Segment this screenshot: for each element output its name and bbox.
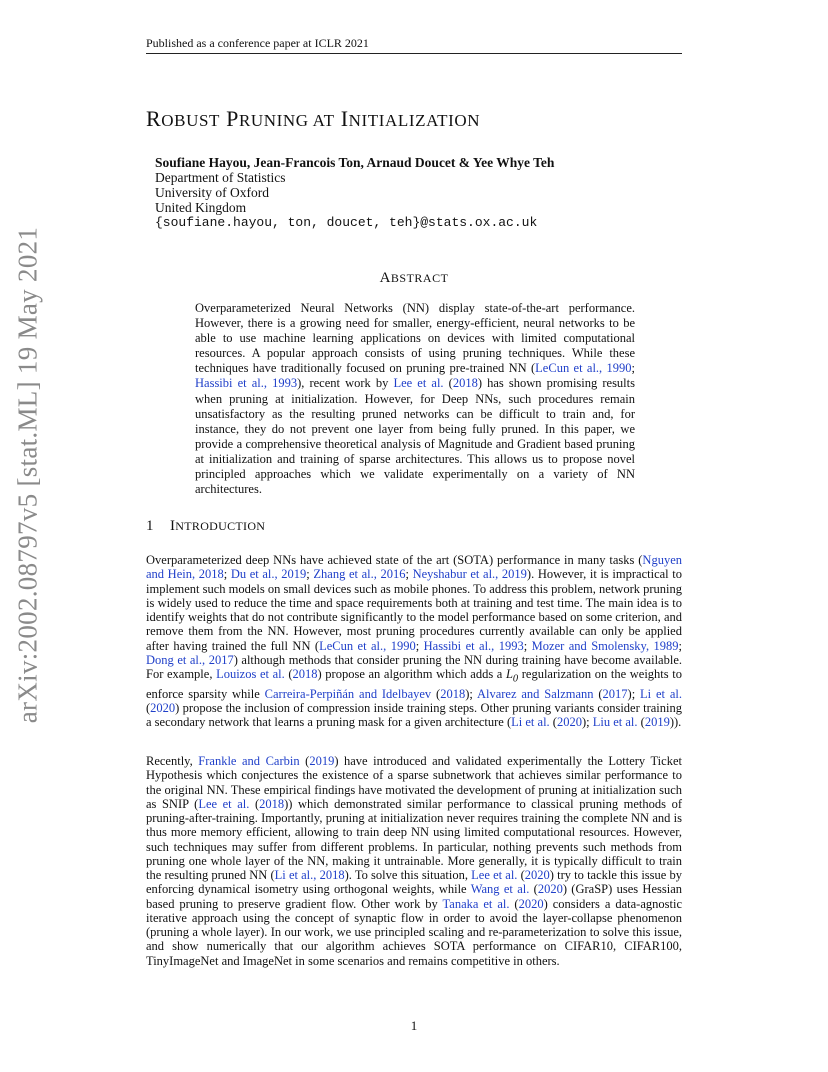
citation-link[interactable]: 2018 — [452, 376, 478, 391]
abstract-text-run: ), recent work by — [297, 376, 394, 391]
section-heading-rest: NTRODUCTION — [175, 519, 266, 533]
text-run: ). However, it is impractical to implement such models on small devices such as mobile phones. To address this problem, network pruning is widely used to reduce the time and space requirements both at training and test time. The main idea is to identify weights that do not contribute significantly to the model performance based on some criterion, and remove them from the NN. However, most pruning procedures currently available can only be applied after having trained the full NN ( — [146, 567, 682, 653]
separator: ; — [678, 638, 683, 653]
citation-link[interactable]: 2020 — [518, 896, 544, 911]
text-run: ( — [249, 796, 260, 811]
section-heading-introduction — [146, 518, 682, 535]
math-l0 — [505, 667, 519, 685]
citation-link[interactable]: Liu et al. — [592, 715, 638, 730]
abstract-text-run: ) has shown promising results when pruning at initialization. However, for Deep NNs, such procedures remain unsatisfactory as the resulting pruned networks can be difficult to train and, for instance, they do not prevent one layer from being fully pruned. In this paper, we provide a comprehensive theoretical analysis of Magnitude and Gradient based pruning at initialization and training of sparse architectures. This allows us to propose novel principled approaches which we validate experimentally on a variety of NN architectures. — [195, 376, 635, 497]
abstract-heading-rest: BSTRACT — [390, 271, 449, 285]
separator: ; — [223, 567, 231, 582]
arxiv-identifier: arXiv:2002.08797v5 [stat.ML] 19 May 2021 — [12, 226, 43, 724]
citation-link[interactable]: LeCun et al., 1990 — [319, 638, 416, 653]
text-run: Recently, — [146, 754, 199, 768]
text-run: ) which demonstrated similar performance to classical pruning methods of pruning-after-training. Importantly, pruning at initialization never requires training the complete NN and is thus more memory efficient, allowing to train deep NN using limited computational resources. However, such techniques may suffer from different problems. In particular, nothing prevents such methods from pruning one whole layer of the NN, making it untrainable. More generally, it is typically difficult to train the resulting pruned NN ( — [146, 796, 682, 882]
citation-link[interactable]: Lee et al. — [198, 796, 250, 811]
citation-link[interactable]: 2020 — [556, 715, 582, 730]
citation-link[interactable]: Alvarez and Salzmann — [476, 686, 594, 701]
citation-link[interactable]: Tanaka et al. — [442, 896, 510, 911]
text-run: )). — [669, 715, 682, 730]
citation-link[interactable]: Louizos et al. — [216, 667, 285, 681]
citation-link[interactable]: Du et al., 2019 — [230, 567, 307, 582]
citation-link[interactable]: Frankle and Carbin — [198, 754, 300, 768]
text-run: ) propose the inclusion of compression inside training steps. Other pruning variants consider training a secondary network that learns a pruning mask for a given architecture ( — [146, 701, 682, 730]
citation-link[interactable]: Nguyen and Hein, 2018 — [146, 553, 682, 582]
abstract-text-run: ( — [443, 376, 453, 391]
author-block — [155, 155, 655, 230]
citation-link[interactable]: Carreira-Perpiñán and Idelbayev — [264, 686, 432, 701]
header-rule — [146, 53, 682, 54]
title-cap: R — [146, 106, 162, 131]
text-run: ) have introduced and validated experimentally the Lottery Ticket Hypothesis which conjectures the existence of a sparse subnetwork that achieves similar performance to the original NN. These empirical findings have motivated the development of pruning at initialization such as SNIP ( — [146, 754, 682, 811]
author-names: Soufiane Hayou, Jean-Francois Ton, Arnaud Doucet & Yee Whye Teh — [155, 155, 555, 170]
text-run: ) although methods that consider pruning the NN during training have become available. For example, — [146, 652, 682, 681]
text-run: ); — [465, 686, 477, 701]
title-rest: RUNING AT — [238, 111, 335, 130]
text-run: ) propose an algorithm which adds a — [317, 667, 506, 681]
citation-link[interactable]: 2018 — [440, 686, 466, 701]
title-cap: I — [340, 106, 349, 131]
text-run: regularization on the weights to enforce sparsity while — [146, 667, 682, 701]
math-subscript: 0 — [512, 673, 519, 685]
intro-paragraph-2 — [146, 754, 682, 968]
section-heading-cap: I — [170, 518, 176, 534]
citation-link[interactable]: Neyshabur et al., 2019 — [412, 567, 527, 582]
citation-link[interactable]: Wang et al. — [470, 882, 530, 897]
text-run: ( — [284, 667, 293, 681]
abstract-heading-cap: A — [379, 270, 391, 286]
author-department: Department of Statistics — [155, 170, 286, 185]
citation-link[interactable]: LeCun et al., 1990 — [535, 361, 632, 376]
citation-link[interactable]: 2020 — [537, 882, 563, 897]
abstract-text — [195, 301, 635, 497]
text-run: ) considers a data-agnostic iterative approach using the concept of synaptic flow in order to avoid the layer-collapse phenomenon (pruning a whole layer). In our work, we use principled scaling and re-parameterization to solve this issue, and show numerically that our algorithm achieves SOTA performance on CIFAR10, CIFAR100, TinyImageNet and ImageNet in some scenarios and remains competitive in others. — [146, 896, 682, 968]
citation-link[interactable]: 2019 — [644, 715, 670, 730]
text-run: ); — [581, 715, 593, 730]
citation-link[interactable]: 2020 — [150, 701, 176, 715]
text-run: ); — [627, 686, 641, 701]
citation-link[interactable]: Hassibi et al., 1993 — [195, 376, 298, 391]
text-run: ( — [146, 701, 151, 715]
citation-link[interactable]: Li et al. — [511, 715, 550, 730]
text-run: ( — [593, 686, 603, 701]
citation-link[interactable]: Zhang et al., 2016 — [313, 567, 406, 582]
title-rest: OBUST — [161, 111, 221, 130]
title-cap: P — [226, 106, 239, 131]
abstract-heading — [146, 270, 682, 287]
text-run: ( — [431, 686, 441, 701]
citation-link[interactable]: 2018 — [292, 667, 318, 681]
text-run: ) (GraSP) uses Hessian based pruning to preserve gradient flow. Other work by — [146, 882, 682, 911]
page-number: 1 — [410, 1018, 418, 1033]
citation-link[interactable]: 2017 — [602, 686, 628, 701]
text-run: ( — [549, 715, 557, 730]
author-emails: {soufiane.hayou, ton, doucet, teh}@stats.ox.ac.uk — [155, 215, 538, 230]
text-run: ( — [509, 896, 519, 911]
citation-link[interactable]: Hassibi et al., 1993 — [423, 638, 524, 653]
text-run: ( — [637, 715, 645, 730]
citation-link[interactable]: Li et al. — [640, 686, 682, 701]
arxiv-sidebar — [6, 226, 50, 724]
author-university: University of Oxford — [155, 185, 269, 200]
text-run: Overparameterized deep NNs have achieved state of the art (SOTA) performance in many tasks ( — [146, 553, 643, 567]
separator: ; — [415, 638, 424, 653]
text-run: ). To solve this situation, — [344, 868, 472, 882]
abstract-text-run: Overparameterized Neural Networks (NN) display state-of-the-art performance. However, there is a growing need for smaller, energy-efficient, neural networks to be able to use machine learning applications on devices with limited computational resources. A popular approach consists of using pruning techniques. While these techniques have traditionally focused on pruning pre-trained NN ( — [195, 301, 635, 376]
math-symbol: L — [505, 667, 513, 681]
running-header: Published as a conference paper at ICLR 2021 — [146, 36, 369, 50]
text-run: ) — [284, 796, 289, 811]
intro-paragraph-1 — [146, 553, 682, 730]
text-run: ( — [529, 882, 538, 897]
text-run: ( — [517, 868, 525, 882]
citation-link[interactable]: 2018 — [259, 796, 285, 811]
citation-link[interactable]: Dong et al., 2017 — [146, 652, 234, 667]
citation-link[interactable]: 2019 — [309, 754, 335, 768]
citation-link[interactable]: 2020 — [524, 868, 550, 882]
separator: ; — [405, 567, 413, 582]
separator: ; — [631, 361, 635, 376]
citation-link[interactable]: Lee et al. — [393, 376, 444, 391]
section-number: 1 — [146, 518, 154, 534]
text-run: ) try to tackle this issue by enforcing dynamical isometry using orthogonal weights, while — [146, 868, 682, 897]
title-rest: NITIALIZATION — [348, 111, 481, 130]
separator: ; — [523, 638, 532, 653]
citation-link[interactable]: Mozer and Smolensky, 1989 — [531, 638, 679, 653]
author-country: United Kingdom — [155, 200, 247, 215]
citation-link[interactable]: Lee et al. — [471, 868, 518, 882]
citation-link[interactable]: Li et al., 2018 — [274, 868, 345, 882]
separator: ; — [306, 567, 314, 582]
paper-title — [146, 106, 686, 132]
text-run: ( — [299, 754, 310, 768]
